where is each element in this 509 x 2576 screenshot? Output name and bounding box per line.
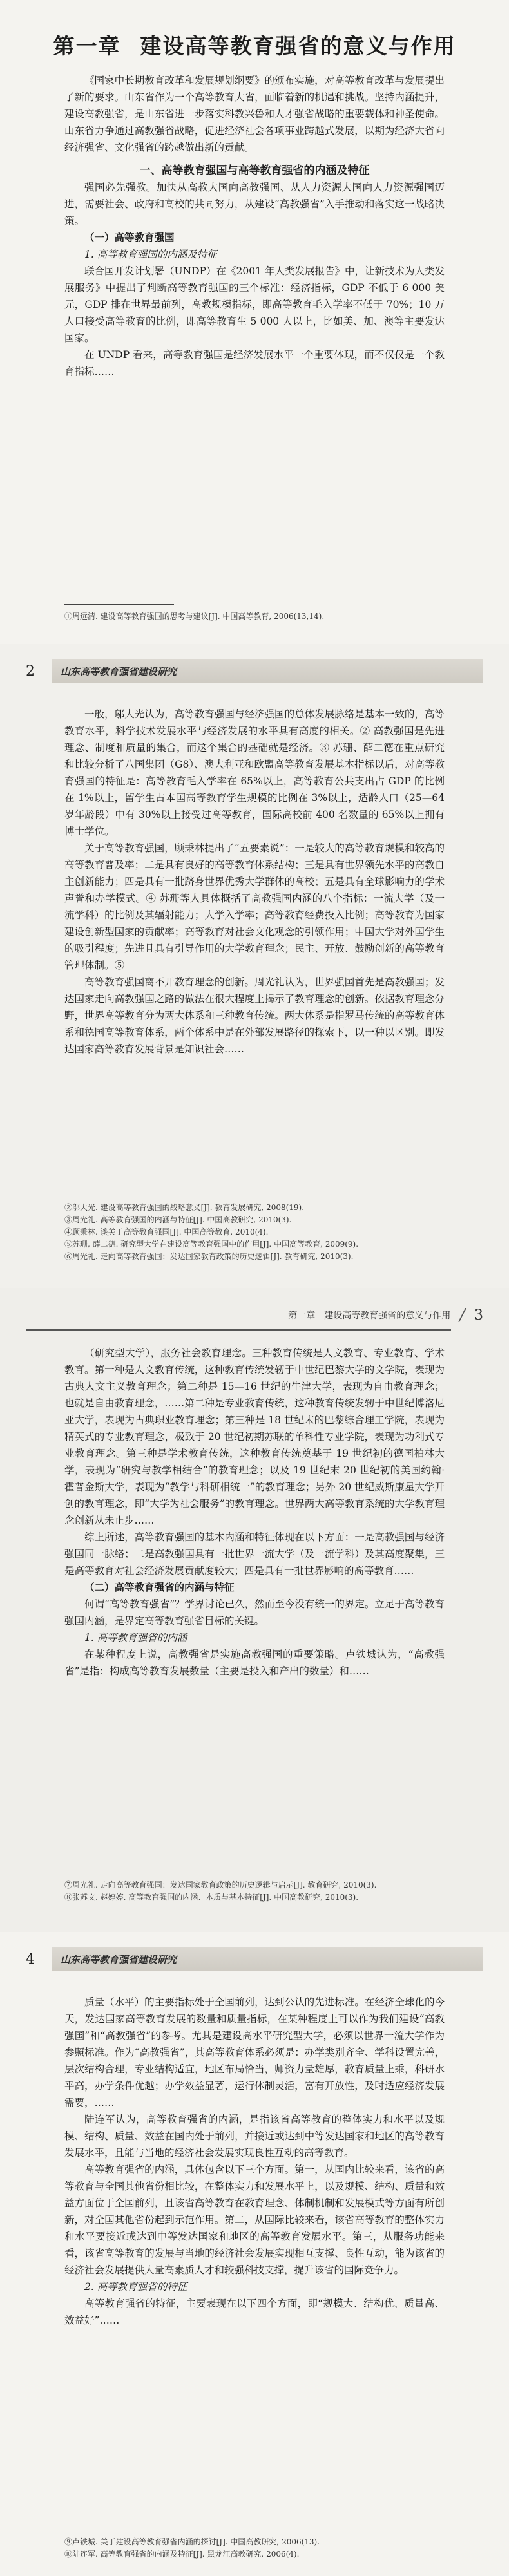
subsection-heading: （二）高等教育强省的内涵与特征 bbox=[84, 1582, 235, 1593]
subsection-heading: （一）高等教育强国 bbox=[84, 232, 175, 243]
footnote: ⑩陆连军. 高等教育强省的内涵及特征[J]. 黑龙江高教研究, 2006(4). bbox=[64, 2550, 300, 2559]
paragraph: 高等教育强国离不开教育理念的创新。周光礼认为，世界强国首先是高教强国；发达国家走向高教强国之路的做法在很大程度上揭示了教育理念的创新。依据教育理念分野，世界高等教育分为两大体系和三种教育传统。两大体系是指罗马传统的高等教育体系和德国高等教育体系，两个体系中是在外部发展路径的探索下，以一种以区别。即发达国家高等教育发展背景是知识社会…… bbox=[64, 976, 445, 1055]
running-head-title: 山东高等教育强省建设研究 bbox=[52, 1947, 483, 1971]
footnote: ③周光礼. 高等教育强国的内涵与特征[J]. 中国高教研究, 2010(3). bbox=[64, 1215, 292, 1224]
book-page-4 bbox=[0, 1932, 509, 2576]
book-page-1 bbox=[0, 0, 509, 644]
page-number: 3 bbox=[474, 1307, 483, 1323]
paragraph: 一般，邬大光认为，高等教育强国与经济强国的总体发展脉络是基本一致的，高等教育水平，科学技术发展水平与经济发展的水平具有高度的相关。② 高教强国是先进理念、制度和质量的集合，而这个集合的基础就是经济。③ 苏珊、薛二德在重点研究和比较分析了八国集团（G8）、澳大利亚和欧盟高等教育发展基本指标以后，对高等教育强国的特征是：高等教育毛入学率在 65%以上，高等教育公共支出占 GDP 的比例在 1%以上，留学生占本国高等教育学生规模的比例在 3%以上，适龄人口（25—64 岁年龄段）中有 30%以上接受过高等教育，国际高校前 400 名数量的 65%以上拥有博士学位。 bbox=[64, 708, 445, 837]
footnote: ⑦周光礼. 走向高等教育强国：发达国家教育政策的历史逻辑与启示[J]. 教育研究, 2010(3). bbox=[64, 1880, 377, 1889]
header-separator: / bbox=[459, 1305, 465, 1325]
footnote: ⑨卢铁城. 关于建设高等教育强省内涵的探讨[J]. 中国高教研究, 2006(13). bbox=[64, 2537, 320, 2546]
subsection-heading: 1. 高等教育强国的内涵及特征 bbox=[84, 249, 217, 260]
footnote: ①周远清. 建设高等教育强国的思考与建议[J]. 中国高等教育, 2006(13,14). bbox=[64, 612, 325, 621]
page4-body bbox=[64, 1994, 445, 2329]
paragraph: （研究型大学），服务社会教育理念。三种教育传统是人文教育、专业教育、学术教育。第一种是人文教育传统，这种教育传统发轫于中世纪巴黎大学的文学院，表现为古典人文主义教育理念；第二种是 15—16 世纪的牛津大学，表现为自由教育理念；也就是自由教育理念，……第二种是专业教育传统，这种教育传统发轫于中世纪博洛尼亚大学，表现为古典职业教育理念；第三种是 18 世纪末的巴黎综合理工学院，表现为精英式的专业教育理念，极致于 20 世纪初期苏联的单科性专业学院，表现为功利式专业教育理念。第三种是学术教育传统，这种教育传统奠基于 19 世纪初的德国柏林大学，表现为“研究与教学相结合”的教育理念；以及 19 世纪末 20 世纪初的美国约翰·霍普金斯大学，表现为“教学与科研相统一”的教育理念；另外 20 世纪威斯康星大学开创的教育理念，即“大学为社会服务”的教育理念。世界两大高等教育系统的大学教育理念创新从未止步…… bbox=[64, 1347, 445, 1526]
running-head-title: 山东高等教育强省建设研究 bbox=[52, 659, 483, 683]
intro-paragraph: 《国家中长期教育改革和发展规划纲要》的颁布实施，对高等教育改革与发展提出了新的要求。山东省作为一个高等教育大省，面临着新的机遇和挑战。坚持内涵提升，建设高教强省，是山东省进一步落实科教兴鲁和人才强省战略的重要载体和神圣使命。山东省力争通过高教强省战略，促进经济社会各项事业跨越式发展，以期为经济大省向经济强省、文化强省的跨越做出新的贡献。 bbox=[64, 75, 445, 153]
paragraph: 联合国开发计划署（UNDP）在《2001 年人类发展报告》中，让新技术为人类发展服务》中提出了判断高等教育强国的三个标准：经济指标，GDP 不低于 6 000 美元，GDP 排在世界最前列，高教规模指标，即高等教育毛入学率不低于 70%；10 万人口接受高等教育的比例，即高等教育生 5 000 人以上，比如美、加、澳等主要发达国家。 bbox=[64, 265, 445, 344]
footnote: ⑥周光礼. 走向高等教育强国：发达国家教育政策的历史逻辑[J]. 教育研究, 2010(3). bbox=[64, 1252, 354, 1261]
book-page-3 bbox=[0, 1288, 509, 1932]
chapter-title-text: 建设高等教育强省的意义与作用 bbox=[140, 33, 456, 59]
footnote: ②邬大光. 建设高等教育强国的战略意义[J]. 教育发展研究, 2008(19). bbox=[64, 1203, 305, 1212]
paragraph: 质量（水平）的主要指标处于全国前列，达到公认的先进标准。在经济全球化的今天，发达国家高等教育发展的数量和质量指标，在某种程度上可以作为我们建设“高教强国”和“高教强省”的参考。尤其是建设高水平研究型大学，必须以世界一流大学作为参照标准。作为“高教强省”，其高等教育体系必须是：办学类别齐全、学科设置完善，层次结构合理，专业结构适宜，地区布局恰当，师资力量雄厚，教育质量上乘，科研水平高，办学条件优越；办学效益显著，运行体制灵活，富有开放性，及时适应经济发展需要，…… bbox=[64, 1996, 445, 2108]
paragraph: 在某种程度上说，高教强省是实施高教强国的重要策略。卢铁城认为，“高教强省”是指：构成高等教育发展数量（主要是投入和产出的数量）和…… bbox=[64, 1649, 445, 1677]
footnote-divider bbox=[64, 604, 174, 605]
paragraph: 综上所述，高等教育强国的基本内涵和特征体现在以下方面：一是高教强国与经济强国同一脉络；二是高教强国具有一批世界一流大学（及一流学科）及其高度聚集，三是高等教育对社会经济发展贡献度较大；四是具有一批世界影响的高等教育…… bbox=[64, 1531, 445, 1577]
subsection-heading: 2. 高等教育强省的特征 bbox=[84, 2281, 187, 2293]
paragraph: 关于高等教育强国，顾秉林提出了“五要素说”：一是较大的高等教育规模和较高的高等教育普及率；二是具有良好的高等教育体系结构；三是具有世界领先水平的高教自主创新能力；四是具有一批跻身世界优秀大学群体的高校；五是具有全球影响力的学术声誉和办学模式。④ 苏珊等人具体概括了高教强国内涵的八个指标：一流大学（及一流学科）的比例及其辐射能力；大学入学率；高等教育经费投入比例；高等教育为国家建设创新型国家的贡献率；高等教育对社会文化观念的引领作用；中国大学对外国学生的吸引程度；先进且具有引导作用的大学教育理念；民主、开放、鼓励创新的高等教育管理体制。⑤ bbox=[64, 842, 445, 971]
chapter-title bbox=[26, 30, 483, 60]
page3-body bbox=[64, 1345, 445, 1680]
footnote: ④顾秉林. 谈关于高等教育强国[J]. 中国高等教育, 2010(4). bbox=[64, 1227, 269, 1236]
paragraph: 高等教育强省的特征，主要表现在以下四个方面，即“规模大、结构优、质量高、效益好”…… bbox=[64, 2298, 445, 2326]
footnotes bbox=[64, 2536, 445, 2561]
header-rule bbox=[26, 1329, 451, 1331]
footnote: ⑧张苏文. 赵婷婷. 高等教育强国的内涵、本质与基本特征[J]. 中国高教研究, 2010(3). bbox=[64, 1893, 359, 1902]
page-number: 2 bbox=[26, 663, 35, 679]
running-head-title: 第一章 建设高等教育强省的意义与作用 bbox=[288, 1311, 451, 1321]
page2-body bbox=[64, 706, 445, 1057]
running-header bbox=[26, 1302, 483, 1328]
paragraph: 强国必先强教。加快从高教大国向高教强国、从人力资源大国向人力资源强国迈进，需要社会、政府和高校的共同努力，从建设“高教强省”入手推动和落实这一战略决策。 bbox=[64, 182, 445, 227]
book-page-2 bbox=[0, 644, 509, 1288]
footnotes bbox=[64, 1202, 445, 1263]
paragraph: 陆连军认为，高等教育强省的内涵，是指该省高等教育的整体实力和水平以及规模、结构、质量、效益在国内处于前列，并接近或达到中等发达国家和地区的高等教育发展水平，且能与当地的经济社会发展实现良性互动的高等教育。 bbox=[64, 2114, 445, 2159]
footnotes bbox=[64, 611, 445, 623]
page1-body bbox=[64, 72, 445, 380]
chapter-number: 第一章 bbox=[53, 33, 121, 59]
section-heading: 一、高等教育强国与高等教育强省的内涵及特征 bbox=[139, 164, 370, 177]
paragraph: 在 UNDP 看来，高等教育强国是经济发展水平一个重要体现，而不仅仅是一个教育指标…… bbox=[64, 349, 445, 377]
subsection-heading: 1. 高等教育强省的内涵 bbox=[84, 1632, 187, 1643]
page-number: 4 bbox=[26, 1951, 35, 1967]
footnote: ⑤苏珊, 薛二德. 研究型大学在建设高等教育强国中的作用[J]. 中国高等教育, 2009(9). bbox=[64, 1240, 359, 1249]
running-header bbox=[26, 657, 483, 685]
running-header bbox=[26, 1945, 483, 1973]
paragraph: 高等教育强省的内涵，具体包含以下三个方面。第一，从国内比较来看，该省的高等教育与全国其他省份相比较，在整体实力和发展水平上，以及规模、结构、质量和效益方面位于全国前列，且该省高等教育在教育理念、体制机制和发展模式等方面有所创新，对全国其他省份起到示范作用。第二，从国际比较来看，该省高等教育的整体实力和水平要接近或达到中等发达国家和地区的高等教育发展水平。第三，从服务功能来看，该省高等教育的发展与当地的经济社会发展实现相互支撑、良性互动，能为该省的经济社会发展提供大量高素质人才和较强科技支撑，提升该省的国际竞争力。 bbox=[64, 2164, 445, 2276]
paragraph: 何谓“高等教育强省”？学界讨论已久，然而至今没有统一的界定。立足于高等教育强国内涵，是界定高等教育强省目标的关键。 bbox=[64, 1598, 445, 1627]
footnotes bbox=[64, 1879, 445, 1904]
